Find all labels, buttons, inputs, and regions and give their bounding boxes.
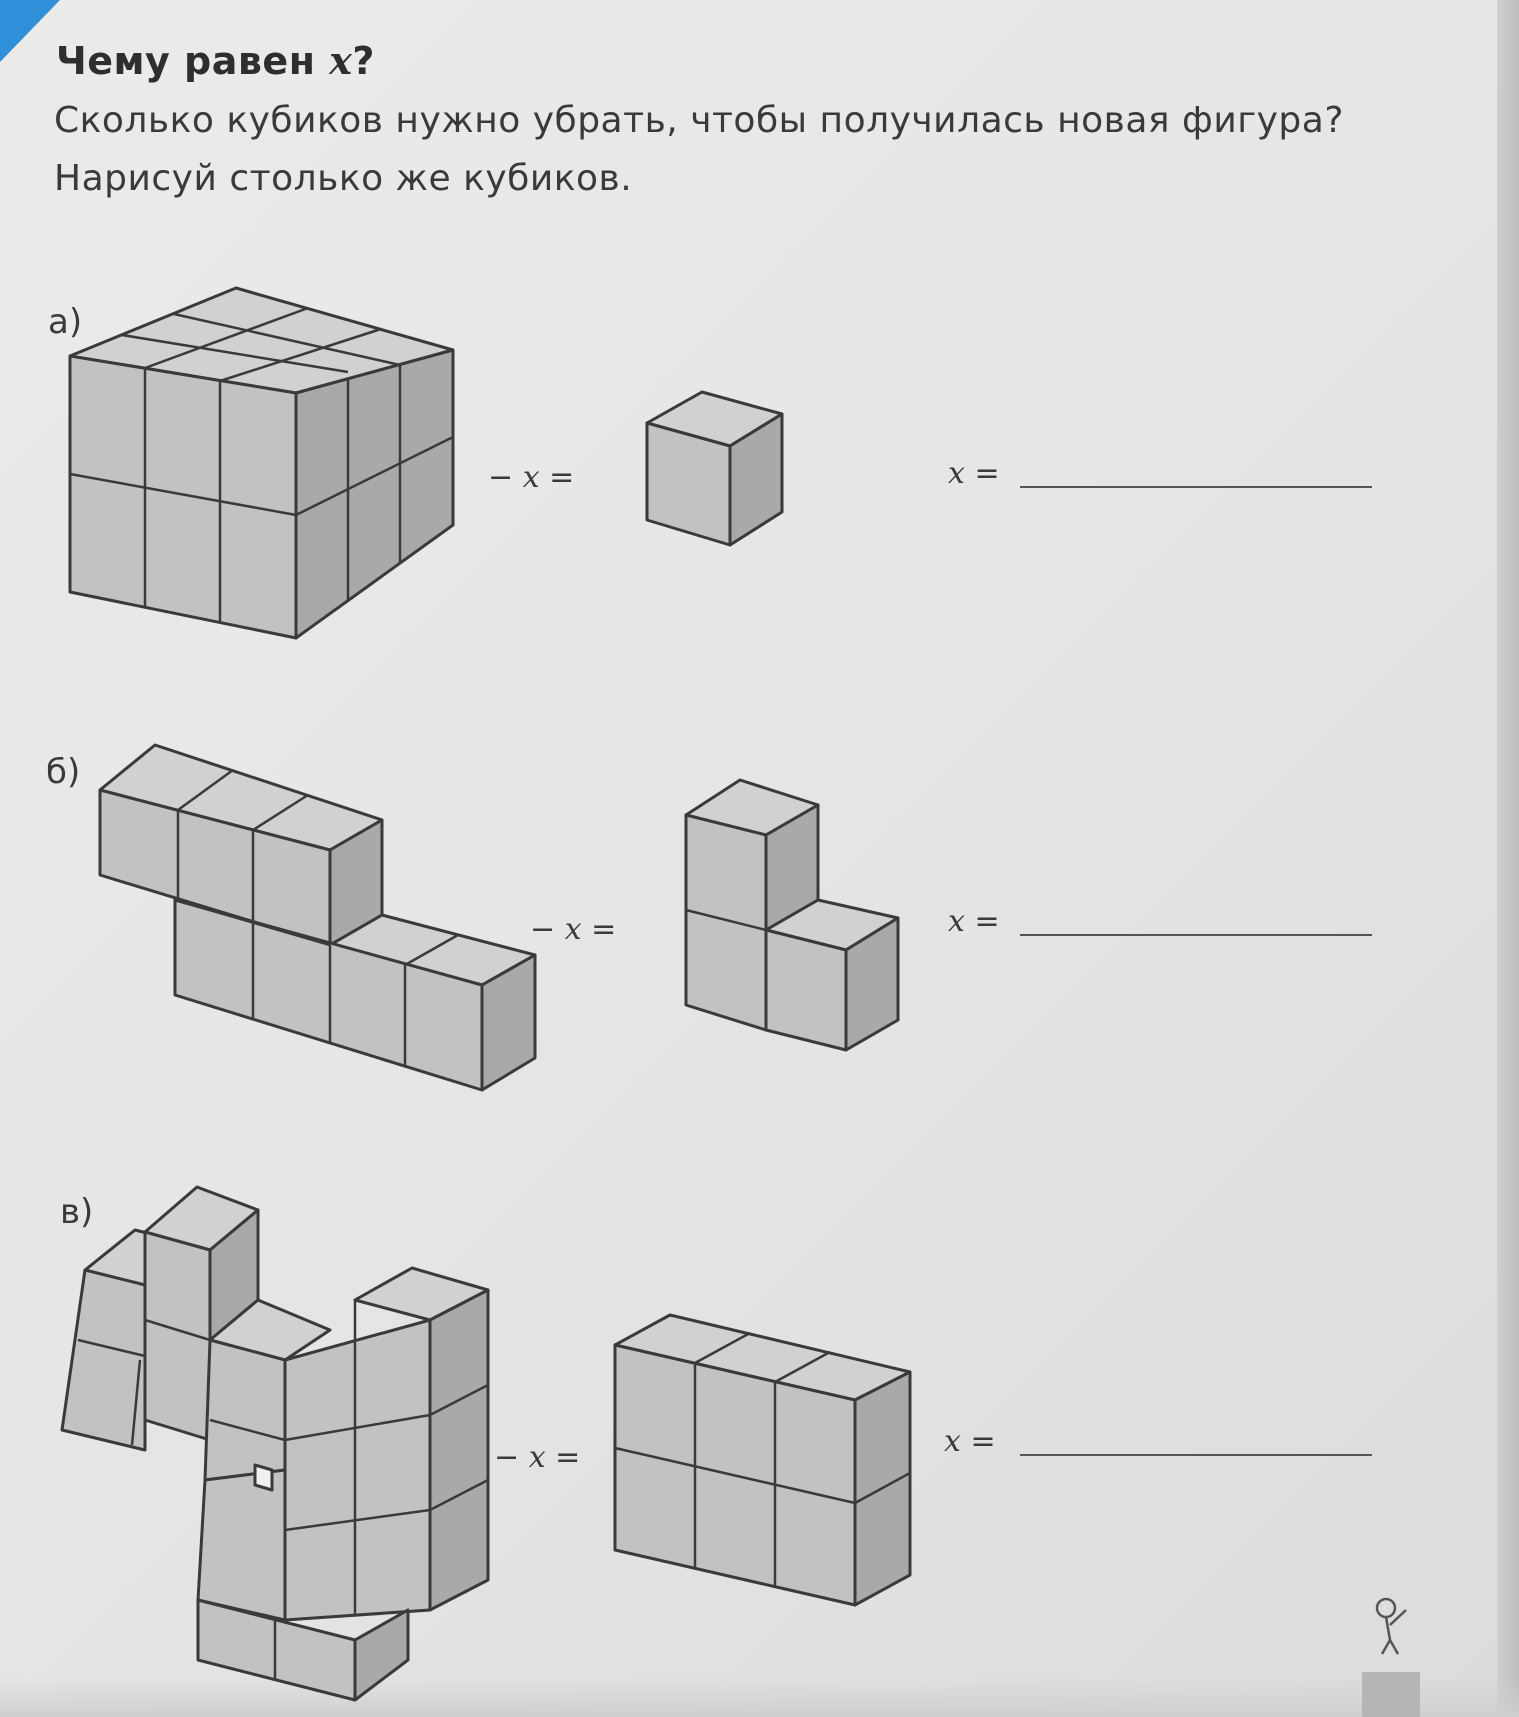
task-c-answer-label (944, 1424, 996, 1459)
task-a-equals: = (539, 460, 575, 495)
task-c-minus-x (494, 1440, 580, 1475)
title-variable: x (329, 38, 353, 83)
task-b-equals: = (581, 912, 617, 947)
task-a-answer-equals: = (964, 456, 1000, 491)
mascot-icon (1368, 1590, 1428, 1660)
task-b-answer-var: x (948, 904, 965, 939)
task-a-answer-var: x (948, 456, 965, 491)
task-b-label: б) (46, 752, 81, 792)
task-c-label: в) (60, 1192, 94, 1232)
task-c-minus-var: x (528, 1440, 546, 1475)
task-a-label: а) (48, 302, 83, 342)
task-b-minus-sign: − (530, 912, 565, 947)
task-c-result-wall (615, 1315, 910, 1605)
title-prefix: Чему равен (56, 39, 330, 83)
task-c-minus-sign: − (494, 1440, 529, 1475)
task-a-minus-var: x (522, 460, 540, 495)
task-c-left-structure (62, 1187, 488, 1700)
task-c-answer-equals: = (960, 1424, 996, 1459)
instruction-line-1: Сколько кубиков нужно убрать, чтобы получилась новая фигура? (54, 100, 1344, 141)
instruction-line-2: Нарисуй столько же кубиков. (54, 158, 633, 199)
task-b-minus-var: x (564, 912, 582, 947)
task-c-equals: = (545, 1440, 581, 1475)
task-b-answer-equals: = (964, 904, 1000, 939)
task-c-answer-field[interactable] (1020, 1454, 1372, 1456)
task-c-answer-var: x (944, 1424, 961, 1459)
title-suffix: ? (352, 39, 375, 83)
page-corner-block (1362, 1672, 1420, 1717)
task-a-minus-sign: − (488, 460, 523, 495)
